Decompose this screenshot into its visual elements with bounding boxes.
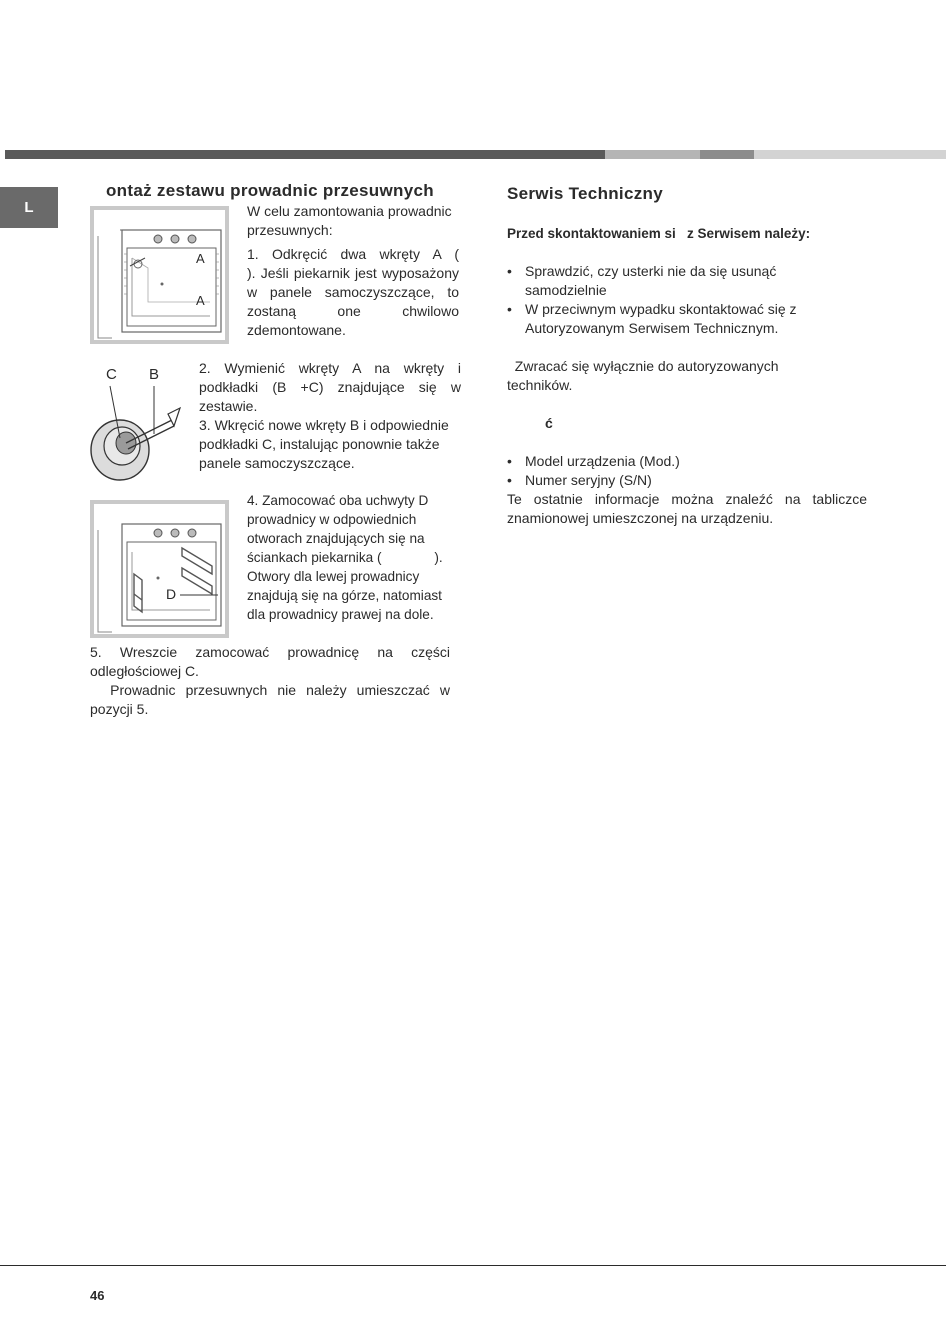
oven-figure-slides (90, 500, 229, 638)
check-item: • Sprawdzić, czy usterki nie da się usunąć samodzielnie (507, 262, 837, 300)
step-2-text (199, 359, 461, 416)
figure-label-a-top: A (196, 251, 205, 266)
header-bar-dark (5, 150, 605, 159)
position-note (90, 681, 454, 719)
technicians-note-text: Zwracać się wyłącznie do autoryzowanych techników. (507, 358, 783, 393)
position-note-paragraph: Prowadnic przesuwnych nie należy umieszczać w pozycji 5. (90, 682, 454, 717)
info-item: • Model urządzenia (Mod.) (507, 452, 867, 471)
oven-figure-screws (90, 206, 229, 344)
before-contact-text: Przed skontaktowaniem si z Serwisem należy: (507, 226, 811, 241)
technicians-note (507, 357, 837, 395)
info-item: • Numer seryjny (S/N) (507, 471, 867, 490)
step-3-paragraph: 3. Wkręcić nowe wkręty B i odpowiednie podkładki C, instalując ponownie także panele samoczyszczące. (199, 417, 449, 471)
check-item: • W przeciwnym wypadku skontaktować się z Autoryzowanym Serwisem Technicznym. (507, 300, 837, 338)
header-bar-pale (754, 150, 946, 159)
rating-plate-info: Te ostatnie informacje można znaleźć na tabliczce znamionowej umieszczonej na urządzeniu. (507, 491, 867, 526)
figure-label-a-bottom: A (196, 293, 205, 308)
page-number: 46 (90, 1288, 105, 1303)
header-bar-mid (700, 150, 754, 159)
intro-paragraph: W celu zamontowania prowadnic przesuwnych: (247, 203, 452, 238)
info-list (507, 452, 867, 528)
footer-rule (0, 1265, 946, 1266)
info-subheading-text: ć (545, 415, 553, 431)
step-5-text (90, 643, 450, 681)
screw-washer-figure (88, 364, 196, 494)
figure-label-d: D (166, 586, 177, 602)
figure-label-c: C (106, 366, 117, 383)
service-title: Serwis Techniczny (507, 184, 663, 203)
language-tab-label: L (24, 199, 34, 216)
step-1-text (247, 245, 514, 340)
before-contact-heading (507, 224, 887, 243)
step-4-paragraph: 4. Zamocować oba uchwyty D prowadnicy w odpowiednich otworach znajdujących się na ściankach piekarnika ( ). Otwory dla lewej prowadnicy znajdują się na górze, natomiast dla prowadnicy prawej na dole. (247, 493, 447, 622)
step-5-paragraph: 5. Wreszcie zamocować prowadnicę na części odległościowej C. (90, 644, 450, 679)
step-3-text (199, 416, 461, 473)
left-section-title: ontaż zestawu prowadnic przesuwnych (106, 181, 434, 200)
header-bar-light (605, 150, 700, 159)
language-tab (0, 187, 58, 228)
step-1-paragraph: 1. Odkręcić dwa wkręty A ( ). Jeśli piekarnik jest wyposażony w panele samoczyszczące, to zostaną one chwilowo zdemontowane. (247, 246, 514, 338)
step-4-text (247, 491, 461, 624)
info-subheading (545, 414, 553, 433)
step-2-paragraph: 2. Wymienić wkręty A na wkręty i podkładki (B +C) znajdujące się w zestawie. (199, 360, 461, 414)
intro-text (247, 202, 459, 240)
check-list (507, 262, 837, 338)
figure-label-b: B (149, 366, 160, 383)
